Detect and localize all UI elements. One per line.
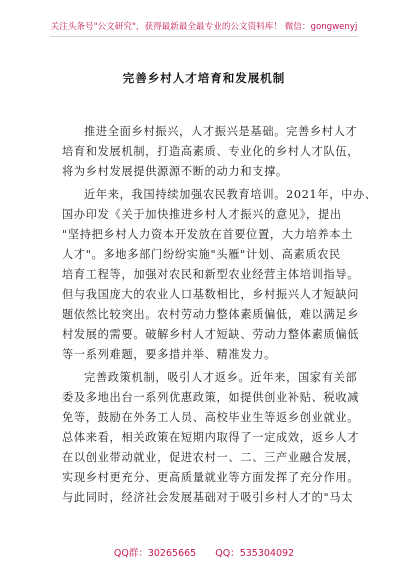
footer-contacts [0, 545, 408, 559]
header-banner: 关注头条号"公文研究"，获得最新最全最专业的公文资料库！ 微信：gongwenyj [50, 22, 358, 32]
text-line: 但与我国庞大的农业人口基数相比，乡村振兴人才短缺问 [62, 288, 360, 301]
text-line: 免等，鼓励在外务工人员、高校毕业生等返乡创业就业。 [62, 411, 360, 424]
document-title: 完善乡村人才培育和发展机制 [122, 71, 286, 85]
text-line: 国办印发《关于加快推进乡村人才振兴的意见》，提出 [62, 208, 342, 221]
text-line: 近年来，我国持续加强农民教育培训。2021年，中办、 [84, 188, 377, 201]
text-line: 等一系列难题，要多措并举、精准发力。 [62, 348, 276, 361]
text-line: 完善政策机制，吸引人才返乡。近年来，国家有关部 [84, 371, 358, 384]
qq-contact-label: QQ：535304092 [215, 548, 295, 559]
paragraph [62, 368, 358, 508]
qq-group-label: QQ群：30265665 [113, 548, 197, 559]
text-line: 在以创业带动就业，促进农村一、二、三产业融合发展， [62, 451, 360, 464]
text-line: 将为乡村发展提供源源不断的动力和支撑。 [62, 165, 288, 178]
text-line: 与此同时，经济社会发展基础对于吸引乡村人才的"马太 [62, 491, 354, 504]
document-body [62, 122, 377, 511]
header-divider [50, 36, 358, 37]
text-line: 题依然比较突出。农村劳动力整体素质偏低，难以满足乡 [62, 308, 360, 321]
paragraph [62, 185, 377, 365]
text-line: 实现乡村更充分、更高质量就业等方面发挥了充分作用。 [62, 471, 360, 484]
text-line: 人才"。多地多部门纷纷实施"头雁"计划、高素质农民 [62, 248, 342, 261]
text-line: 委及多地出台一系列优惠政策，如提供创业补贴、税收减 [62, 391, 360, 404]
paragraph [62, 122, 358, 182]
text-line: "坚持把乡村人力资本开发放在首要位置，大力培养本土 [62, 228, 354, 241]
text-line: 总体来看，相关政策在短期内取得了一定成效，返乡人才 [62, 431, 360, 444]
text-line: 培育和发展机制，打造高素质、专业化的乡村人才队伍， [62, 145, 360, 158]
text-line: 培育工程等，加强对农民和新型农业经营主体培训指导。 [62, 268, 360, 281]
text-line: 村发展的需要。破解乡村人才短缺、劳动力整体素质偏低 [62, 328, 360, 341]
text-line: 推进全面乡村振兴，人才振兴是基础。完善乡村人才 [84, 125, 358, 138]
